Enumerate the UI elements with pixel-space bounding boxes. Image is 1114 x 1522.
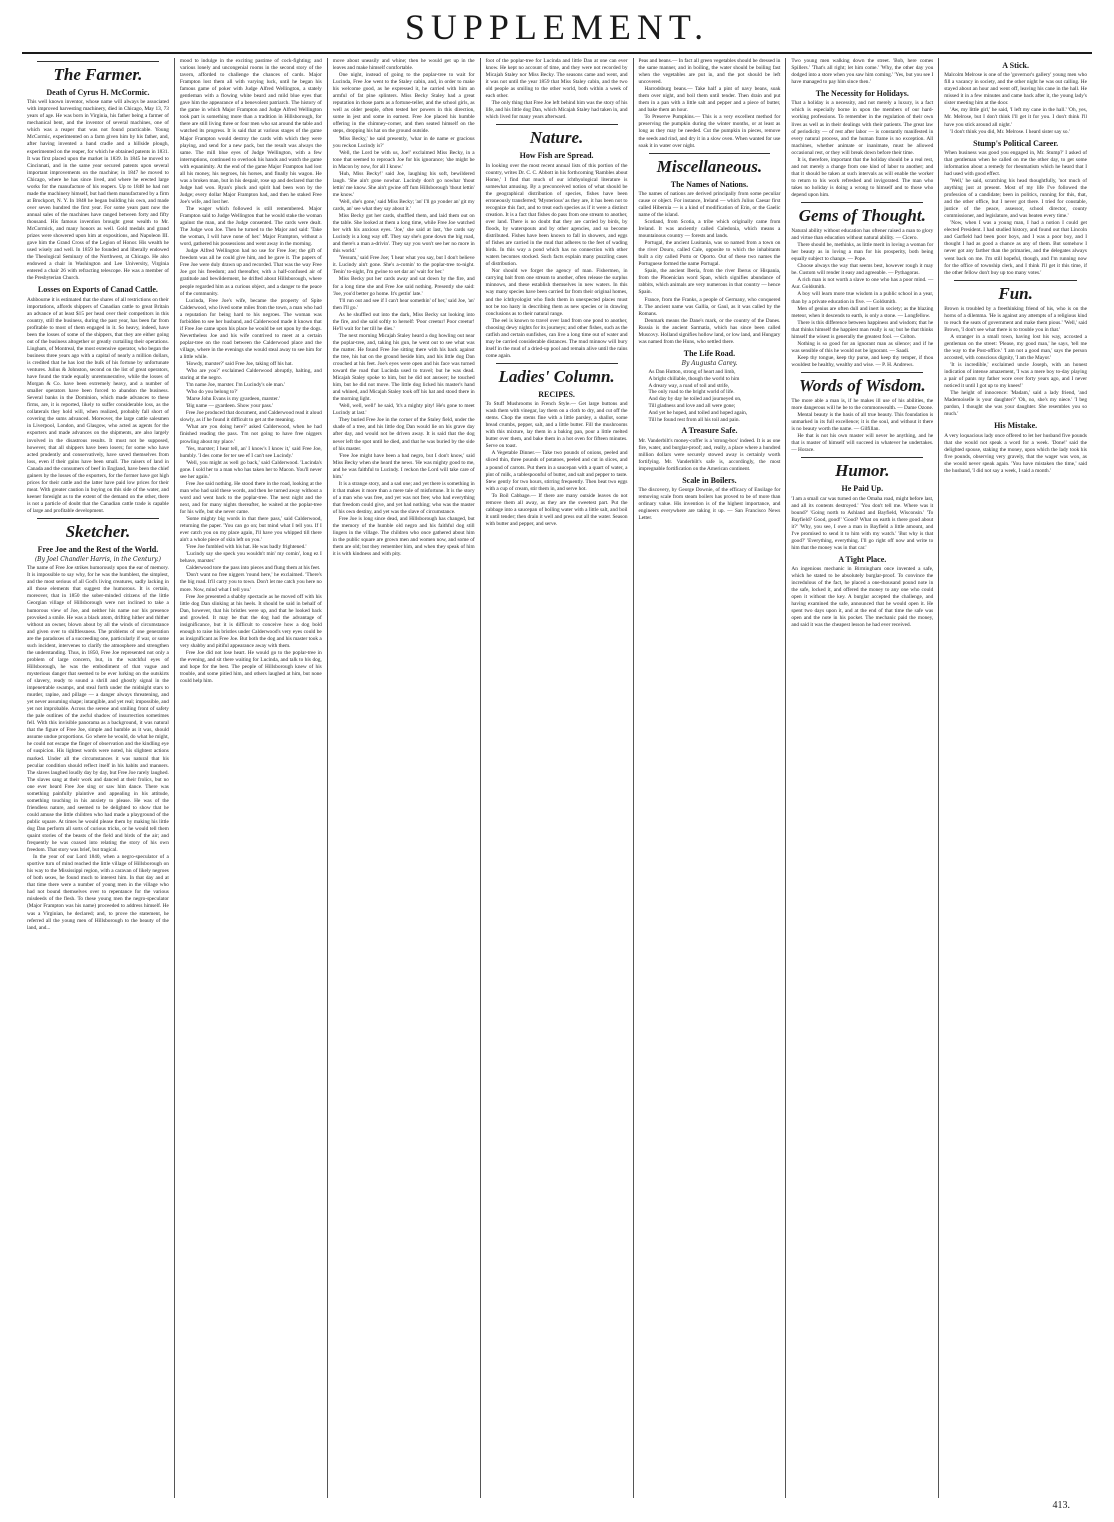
article-paragraph: As he shuffled out into the dark, Miss Becky sat looking into the fire, and she said softly to herself: 'Poor creetur! Poor creetur! He'll wait for her till he dies.' [332, 311, 475, 332]
article-title: A Stick. [1002, 61, 1029, 70]
article-title: How Fish are Spread. [519, 151, 594, 161]
article-byline: (By Joel Chandler Harris, in the Century.) [34, 556, 162, 564]
article-paragraph: The height of innocence: 'Madam,' said a lady friend, 'and Mademoiselle is your daughter?' 'Oh, no, she's my niece.' 'I beg pardon, I thought she was your daughter. She resembles you so much.' [944, 390, 1087, 418]
article-paragraph: Two young men walking down the street. 'Bob, here comes Spillers.' 'That's all right; let him come.' 'Why, the other day you dodged into a store when you saw him coming.' 'Yes, but you see I have managed to pay him since then.' [791, 58, 934, 86]
article-paragraph: The only thing that Free Joe left behind him was the story of his life, and his little dog Dan, which Micajah Staley had taken in, and which lived for many years afterward. [485, 100, 628, 121]
poem-line: Till he found rest from all his toil and pain. [648, 416, 740, 423]
article-paragraph: Mr. Vanderbilt's money-coffer is a 'strong-box' indeed. It is as one fire, water, and burglar-proof; and, really, a place where a hundred million dollars were securely stowed away is certainly worth fortifying. Mr. Vanderbilt's safe is, accordingly, the most impregnable fortification on the American continent. [638, 437, 781, 472]
article-paragraph: The more able a man is, if he makes ill use of his abilities, the more dangerous will he be to the commonwealth. — Dame Ozone. [791, 397, 934, 412]
article-paragraph: A rich man is not worth a slave to one who has a poor mind. — Aur. Goldsmith. [791, 277, 934, 291]
page-number: 413. [1052, 1500, 1070, 1511]
section-heading: Fun. [998, 283, 1033, 303]
article-paragraph: A Vegetable Dinner.— Take two pounds of onions, peeled and sliced thin, three pounds of potatoes, peeled and cut in slices, and a pound of carrots. Put them in a saucepan with a quart of water, a pint of milk, a tablespoonful of butter, and salt and pepper to taste. Stew gently for two hours, stirring frequently. Then beat two eggs with a cup of cream, stir them in, and serve hot. [485, 450, 628, 492]
article-byline: By Augusta Carey. [681, 360, 738, 368]
poem-line: Till gladness and love and all were gone; [648, 403, 736, 409]
article-title: He Paid Up. [841, 484, 884, 494]
article-paragraph: Brown is troubled by a freethinking friend of his, who is on the horns of a dilemma. 'He is against any attempts of a religious kind to reach the seats of government and make them pious.' 'Well,' said Brown, 'I don't see what there is to trouble you in that.' [944, 305, 1087, 333]
section-rule [801, 372, 923, 373]
section-heading: Ladies' Column. [498, 366, 615, 386]
article-paragraph: In looking over the most recent annual lists of this portion of the country, writes Dr. C. C. Abbott in his forthcoming 'Rambles about Home,' I find that much of our ichthyological literature is somewhat amusing. By a preconceived notion of what should be the geographical distribution of species, fishes have been erroneously transferred; 'Mysterious' as they are, it has been not to recognize this fact, and to treat each species as if it were a distinct creation. It is a fact that fishes do pass from one stream to another, over land. There is no doubt that they are carried by birds, by floods, by waterspouts and by other agencies, and so become distributed. Fishes have been known to fall in showers, and eggs of fishes are carried in the mud that adheres to the feet of wading birds. In this way a pond which has no connection with other waters becomes stocked. Such facts explain many puzzling cases of distribution. [485, 162, 628, 268]
masthead-rule [22, 52, 1092, 54]
column-1 [22, 58, 175, 1498]
masthead: SUPPLEMENT. [404, 7, 710, 47]
poem [649, 369, 781, 423]
article-paragraph: 'What are you doing here?' asked Calderwood, when he had finished reading the pass. 'I'm not going to have free niggers prowling about my place.' [179, 424, 322, 445]
article-paragraph: Keep thy tongue, keep thy purse, and keep thy temper, if thou wouldest be healthy, wealthy and wise. — P. H. Andrews. [791, 354, 934, 368]
article-paragraph: Harrodsburg beans.— Take half a pint of navy beans, soak them over night, and boil them until tender. Then drain and put them in a pan with a little salt and pepper and a piece of butter, and bake them an hour. [638, 86, 781, 114]
section-rule [649, 153, 771, 154]
article-paragraph: 'Miss Becky,' he said presently, 'whar in de name er gracious you reckon Lucindy is?' [332, 135, 475, 149]
article-paragraph: This well known inventor, whose name will always be associated with improved harvesting machinery, died in Chicago, May 13, 73 years of age. He was born in Virginia, his father being a farmer of mechanical bent, and the inventor of several machines, one of which was a reaper that was not found practicable. Young McCormic, experimented on a farm given him by his father, and, after having invented a hand cradle and a hillside plough, experimented on the reaper, for which he obtained patents in 1831. It was first placed upon the market in 1839. In 1845 he moved to Cincinnati, and in the same year secured patents upon several important improvements on the machine; in 1847 he moved to Chicago, where he has since lived, and where he erected large works for the manufacture of his reapers. Up to 1848 he had not made the machinery himself, but had them manufactured by a firm at Brockport, N. Y. In 1848 he began building his own, and made over seven hundred the first year. For some years past now the annual sales of the machines have ranged between forty and fifty thousand. His famous invention brought great wealth to Mr. McCormick, and many honors as well. Gold medals and grand prizes were showered upon him at expositions, and Napoleon III. gave him the Grand Cross of the Legion of Honor. His wealth he used wisely and well. In 1859 he founded and liberally endowed the Theological Seminary of the Northwest, at Chicago. He also endowed a chair in Washington and Lee University, Virginia entered a chair 26 with refracting telescope. He was a member of the Presbyterian Church. [27, 99, 169, 282]
article-paragraph: Nothing is so good for an ignorant man as silence; and if he was sensible of this he would not be ignorant. — Saadi. [791, 340, 934, 354]
section-rule [37, 61, 159, 62]
article-paragraph: There is this difference between happiness and wisdom; that he that thinks himself the happiest man really is so; but he that thinks himself the wisest is generally the greatest fool. — Colton. [791, 319, 934, 340]
article-paragraph: When business was good you engaged in, Mr. Stump?' I asked of that gentleman when he called on me the other day, to get some information about a remedy for rheumatism which he heard that I had used with good effect. [944, 149, 1087, 177]
article-paragraph: The names of nations are derived principally from some peculiar cause or object. For instance, Ireland — which Julius Caesar first called Hibernia — is a kind of modification of Erin, or the Gaelic name of the island. [638, 190, 781, 218]
article-title: His Mistake. [994, 421, 1038, 431]
article-paragraph: 'Huh, Miss Becky!' said Joe, laughing his soft, bewildered laugh. 'She ain't gone nowhar. Lucindy don't go nowhar 'thout lettin' me know. She ain't gwine off fum Hillsborough 'thout lettin' me know.' [332, 170, 475, 198]
section-rule [37, 518, 159, 519]
article-paragraph: Scotland, from Scotia, a tribe which originally came from Ireland. It was anciently called Caledonia, which means a mountainous country — forests and lands. [638, 218, 781, 240]
column-6 [786, 58, 939, 1498]
article-paragraph: The eel is known to travel over land from one pond to another, choosing dewy nights for its journeys; and other fishes, such as the catfish and certain sunfishes, can live a long time out of water and may be carried considerable distances. The mud minnow will bury itself in the mud of a dried-up pool and remain alive until the rains come again. [485, 317, 628, 359]
article-paragraph: They buried Free Joe in the corner of the Staley field, under the shade of a tree, and his little dog Dan would lie on his grave day after day, and would not be driven away. It is said that the dog never left the spot until he died, and that he was buried by the side of his master. [332, 417, 475, 452]
article-paragraph: A stranger in a small town, having lost his way, accosted a gentleman on the street: 'Please, my good man,' he says, 'tell me the way to the Post-office.' 'I am not a good man,' says the person accosted, with conscious dignity, 'I am the Mayor.' [944, 333, 1087, 361]
article-paragraph: To Preserve Pumpkins.— This is a very excellent method for preserving the pumpkin during the winter months, or at least as long as they may be needed. Cut the pumpkin in pieces, remove the seeds and rind, and dry it in a slow oven. When wanted for use soak it in water over night. [638, 114, 781, 149]
article-title: The Necessity for Holidays. [815, 89, 909, 99]
article-paragraph: 'Who do you belong to?' [185, 389, 238, 396]
article-paragraph: 'Free Joe fumbled with his hat. He was badly frightened.' [185, 544, 307, 551]
article-title: The Life Road. [683, 348, 736, 358]
article-paragraph: 'I'm name Joe, marster. I'm Lucindy's ole man.' [185, 382, 286, 389]
section-heading: The Farmer. [53, 65, 143, 84]
article-paragraph: 'Don't want no free niggers 'round here,' he exclaimed. 'There's the big road. It'll carry you to town. Don't let me catch you here no more. Now, mind what I tell you.' [179, 572, 322, 593]
section-rule [954, 280, 1077, 281]
article-paragraph: 'Yes, marster; I hear tell, an' I know's I know it,' said Free Joe, humbly. 'I des come fer ter see ef I can't see Lucindy.' [179, 445, 322, 459]
article-paragraph: Free Joe did not lose heart. He would go to the poplar-tree in the evening, and sit there waiting for Lucinda, and talk to his dog, and hope for the best. The people of Hillsborough knew of his trouble, and some pitied him, and others laughed at him, but none could help him. [179, 649, 322, 685]
article-paragraph: Denmark means the Dane's mark, or the country of the Danes. Russia is the ancient Sarmatia, which has since been called Muscovy. Holland signifies hollow land, or low land, and Hungary was named from the Huns, who settled there. [638, 317, 781, 345]
article-paragraph: 'Well, well, well!' he said, 'it's a mighty pity! He's gone to meet Lucindy at last.' [332, 403, 475, 417]
article-paragraph: The next morning Micajah Staley heard a dog howling out near the poplar-tree, and, taking his gun, he went out to see what was the matter. He found Free Joe sitting there with his back against the tree, his hat on the ground beside him, and his little dog Dan crouched at his feet. Joe's eyes were open and his face was turned toward the road that Lucinda used to travel; but he was dead. Micajah Staley spoke to him, but he did not answer; he touched him, but he did not move. The little dog licked his master's hand and whined, and Micajah Staley took off his hat and stood there in the morning light. [332, 332, 475, 403]
column-5 [634, 58, 787, 1498]
article-title: RECIPES. [538, 389, 575, 399]
article-paragraph: A very loquacious lady once offered to let her husband five pounds that she would not speak a word for a week. 'Done!' said the delighted spouse, staking the money, upon which the lady took his five pounds, observing very gravely, that the wager was won, as she would never speak again. 'You have mistaken the time,' said the husband, 'I did not say a week, I said a month.' [944, 432, 1087, 474]
section-rule [801, 202, 923, 203]
article-paragraph: That a holiday is a necessity, and not merely a luxury, is a fact which is especially borne in upon the members of our hard-working professions. To remember in the regulation of their own lives as well as in their dealings with their patients. The great law of periodicity — of rest after labor — is constantly manifested in every natural process, and the human frame is no exception. All machines, whether animate or inanimate, must be allowed occasional rest, or they will break down before their time. [791, 100, 934, 156]
article-paragraph: An ingenious mechanic in Birmingham once invented a safe, which he stated to be absolutely burglar-proof. To convince the incredulous of the fact, he placed a one-thousand pound note in the safe, locked it, and offered the money to any one who could open it without the key. A burglar accepted the challenge, and having examined the safe, announced that he would open it. He spent two days upon it, and at the end of that time the safe was open and the note in his pocket. The mechanic paid the money, and said it was the cheapest lesson he had ever received. [791, 566, 934, 629]
article-paragraph: To Boil Cabbage.— If there are many outside leaves do not remove them all away, as they are the sweetest part. Put the cabbage into a saucepan of boiling water with a little salt, and boil it until tender; then drain it well and press out all the water. Season with butter and pepper, and serve. [485, 492, 628, 527]
poem-line: The only road to the bright world of life. [648, 389, 735, 396]
article-paragraph: Judge Alfred Wellington had no use for Free Joe; the gift of freedom was all he could give him, and he gave it. The papers of Free Joe were duly drawn up and recorded. That was the way Free Joe got his freedom; and thereafter, with a half-confused air of gratitude and bewilderment, he drifted about Hillsborough, where people regarded him as a curious object, and a danger to the peace of the community. [179, 248, 322, 297]
article-paragraph: To Stuff Mushrooms in French Style.— Get large buttons and wash them with vinegar, lay them on a cloth to dry, and cut off the stems. Chop the stems fine with a little parsley, a shallot, some bread crumbs, pepper, salt, and a little butter. Fill the mushrooms with this mixture, lay them in a baking pan, pour a little melted butter over them, and bake them in a hot oven for fifteen minutes. Serve on toast. [485, 401, 628, 450]
article-paragraph: Ashbourne it is estimated that the shares of all restrictions on their importations, affords shippers of Canadian cattle to great Britain an advance of at least $15 per head over their competitors in this country, still the business, during the past year, has been far from profitable to most of them engaged in it. So heavy, indeed, have been the losses of some of the shippers, that they are either going out of the business altogether or greatly curtailing their operations. Lingham, of Montreal, the most extensive operator, who began the business three years ago with a capital of nearly a million dollars, is credited that he has lost the bulk of his fortune by unfortunate ventures. Julius & Johnston, second on the list of great operators, have found the trade equally unremunerative, while the losses of Morgan & Co. have been extremely heavy, and a number of smaller operators have been forced to abandon the business. Several banks in the Dominion, which made advances to these firms, are, it is reported, likely to suffer considerable loss, as the collaterals they hold will, when realized, probably fall short of covering the sums advanced. Moreover, the large cattle salesmen in Liverpool, London, and Glasgow, who acted as agents for the exporters and made advances on the shipments, are also largely involved in the disastrous results. It must not be supposed, however, that all shippers have been losers; for some who have acted prudently and conservatively, have saved themselves from loss, even if their gains have been small. The raisers of land in Canada and the consumers of beef in England, have been the chief gainers by the losses of the exporters, for the former have got high prices for their cattle and the latter have paid low prices for their meat. With greater caution in buying on this side of the water, and keener foresight as to the extent of the demand on the other, there is not a particle of doubt that the Canadian cattle trade is capable of large and profitable development. [27, 296, 169, 514]
article-title: Free Joe and the Rest of the World. [37, 545, 159, 555]
poem-line: A bright chillable, though the world to him [648, 375, 740, 382]
article-paragraph: Miss Becky put her cards away and sat down by the fire, and for a long time she and Free Joe said nothing. Presently she said: 'Joe, you'd better go home. It's gettin' late.' [332, 276, 475, 297]
article-paragraph: Peas and beans.— In fact all green vegetables should be dressed in the same manner, and in boiling, the water should be boiling fast when the vegetables are put in, and the pot should be left uncovered. [638, 58, 781, 86]
article-paragraph: 'Aw, my little girl,' he said, 'I left my cane in the hall.' 'Oh, yes, Mr. Melrose, but I don't think I'll get it for you. I don't think I'll have you stick around all night.' [944, 107, 1087, 128]
article-paragraph: France, from the Franks, a people of Germany, who conquered it. The ancient name was Gallia, or Gaul, as it was called by the Romans. [638, 296, 781, 317]
poem-line: And day by day he toiled and journeyed on, [648, 396, 742, 403]
column-4 [481, 58, 634, 1498]
article-paragraph: 'Who are you?' exclaimed Calderwood abruptly, halting, and staring at the negro. [179, 368, 322, 382]
article-paragraph: 'Well,' he said, scratching his head thoughtfully, 'not much of anything just at present. Most of my life I've followed the profession of a candidate; been in politics, running for this, that, and the other office, but I never got there. I tried for constable, justice of the peace, assessor, school director, county commissioner, and legislature, and was beaten every time.' [944, 177, 1087, 220]
article-paragraph: Lucinda, Free Joe's wife, became the property of Spite Calderwood, who lived some miles from the town, a man who had a reputation for being hard to his negroes. The woman was forbidden to see her husband, and Calderwood made it known that if Free Joe came upon his place he would be set upon by the dogs. Nevertheless Joe and his wife contrived to meet at a certain poplar-tree on the road between the Calderwood place and the village, where in the evenings she would steal away to see him for a little while. [179, 297, 322, 360]
article-title: The Names of Nations. [670, 179, 749, 189]
article-paragraph: Choose always the way that seems best, however rough it may be. Custom will render it easy and agreeable. — Pythagoras. [791, 263, 934, 277]
article-paragraph: Calderwood tore the pass into pieces and flung them at his feet. [185, 565, 321, 572]
article-paragraph: 'I am a small car was turned on the Omaha road, might before last, and all its contents destroyed.' 'You don't tell me. Where was it bound?' 'Going north to Ashland and Bayfield, Wisconsin.' 'To Bayfield? Good, good!' 'Good? What on earth is there good about it?' 'Why, you see, I owe a man in Bayfield a little amount, and I've promised to send it to him with my watch.' 'But why is that good?' 'Everything, everything. I'll go right off now and write to him that the money was in that car.' [791, 495, 934, 551]
article-paragraph: 'Now, when I was a young man, I had a notion I could get elected President. I had studied history, and found out that Lincoln and Garfield had been poor boys, and I was a poor boy, and I thought I had as good a chance as any of them. But somehow I never got any farther than the primaries, and the delegates always went back on me. I'm still hopeful, though, and I'm running now for the office of township clerk, and I think I'll get it this time, if the other fellow don't buy up too many votes.' [944, 220, 1087, 276]
article-paragraph: Spain, the ancient Iberia, from the river Iberus or Hispania, from the Phoenician word Span, which signifies abundance of rabbits, which animals are very numerous in that country — hence Spain. [638, 268, 781, 296]
article-paragraph: 'Well, you might as well go back,' said Calderwood. 'Lucinda's gone. I sold her to a man who has taken her to Macon. You'll never see her again.' [179, 459, 322, 480]
article-paragraph: It is a strange story, and a sad one; and yet there is something in it that makes it more than a mere tale of misfortune. It is the story of a man who was free, and yet was not free; who had everything that freedom could give, and yet had nothing; who was the master of his own destiny, and yet was the slave of circumstance. [332, 480, 475, 515]
article-paragraph: Portugal, the ancient Lusitania, was so named from a town on the river Douro, called Cale, opposite to which the inhabitants built a city called Porto or Oporto. Out of these two names the Portuguese formed the name Portugal. [638, 240, 781, 268]
article-title: Losses on Exports of Canad Cattle. [37, 285, 158, 295]
article-paragraph: One night, instead of going to the poplar-tree to wait for Lucinda, Free Joe went to the Staley cabin, and, in order to make his welcome good, as he expressed it, he carried with him an armful of fat pine splinters. Miss Becky Staley had a great reputation in those parts as a fortune-teller, and the school girls, as well as older people, often tested her powers in this direction, some in jest and some in earnest. Free Joe placed his humble offering in the chimney-corner, and then seated himself on the steps, dropping his hat on the ground outside. [332, 72, 475, 135]
article-paragraph: Free Joe produced that document, and Calderwood read it aloud slowly, as if he found it difficult to get at the meaning. [179, 410, 322, 424]
article-paragraph: 'Lucindy say she speck you wouldn't min' my comin', long ez I behave, marster.' [179, 551, 322, 565]
article-paragraph: Miss Becky got her cards, shuffled them, and laid them out on the table. She looked at them a long time, while Free Joe watched her with his anxious eyes. 'Joe,' she said at last, 'the cards say Lucindy is a long way off. They say she's gone down the big road, and there's a man a-drivin'. They say you won't see her no more in this world.' [332, 213, 475, 255]
article-paragraph: 'Yessum,' said Free Joe; 'I hear what you say, but I don't believe it. Lucindy ain't gone. She's a-comin' to the poplar-tree to-night. Tenin' to-night, I'm gwine to set dar an' wait for her.' [332, 255, 475, 276]
article-paragraph: move about uneasily and whine; then he would get up in the leaves and make himself comfortable. [332, 58, 475, 72]
article-paragraph: mood to indulge in the exciting pastime of cock-fighting; and various lonely and uncongenial rooms in the second story of the tavern, afforded to challenge the chances of cards. Major Frampton lost them all with varying luck, until he began his famous game of poker with Judge Alfred Wellington, a stately gentleman with a flowing white beard and mild blue eyes that gave him the appearance of a benevolent patriarch. The history of the game in which Major Frampton and Judge Alfred Wellington took part is something more than a tradition in Hillsborough, for there are still living three or four men who sat around the table and watched its progress. It is said that at various stages of the game Major Frampton would destroy the cards with which they were playing, and send for a new pack, but the result was always the same. The mill blue eyes of Judge Wellington, with a few interruptions, continued to overlook his hands and watch the game with equanimity. At the end of the game Major Frampton had lost all his money, his negroes, his horses, and finally his wagon. He was a broken man, but in his despair, rose up and declared that the Judge had won. Ryan's pluck and spirit had been won by the Judge; every dollar Major Frampton had, and then he staked Free Joe's wife, and lost her. [179, 58, 322, 205]
article-paragraph: Mental beauty is the basis of all true beauty. This foundation is unmarked in its full excellence; it is the soul, and without it there is no beauty worth the name. — Gilfillan. [791, 412, 934, 433]
article-paragraph: 'I don't think you did, Mr. Melrose. I heard sister say so.' [950, 128, 1070, 135]
article-title: A Tight Place. [838, 554, 887, 564]
poem-line: As Dan Hutton, strong of heart and limb, [648, 369, 736, 376]
article-paragraph: There should be, methinks, as little merit in loving a woman for her beauty as in loving a man for his prosperity, both being equally subject to change. — Pope. [791, 242, 934, 263]
article-paragraph: 'Free Joe might have been a bad negro, but I don't know,' said Miss Becky when she heard the news. 'He was mighty good to me, and he was faithful to Lucindy. I reckon the Lord will take care of him.' [332, 452, 475, 480]
article-title: Scale in Boilers. [682, 475, 737, 485]
section-heading: Nature. [529, 128, 584, 148]
column-7 [939, 58, 1092, 1498]
column-3 [328, 58, 481, 1498]
columns-container [22, 58, 1092, 1498]
article-paragraph: Nor should we forget the agency of man. Fishermen, in carrying bait from one stream to another, often release the surplus minnows, and these establish themselves in new waters. In this way many species have been carried far from their original homes, and the ichthyologist who finds them in unexpected places must not be too hasty in describing them as new species or in drawing conclusions as to their natural range. [485, 268, 628, 317]
poem-line: A dreary way, a road of toil and strife, [648, 382, 730, 389]
section-heading: Words of Wisdom. [798, 375, 926, 395]
article-paragraph: 'Marse John Evans is my gyardeen, marster.' [185, 396, 280, 403]
section-heading: Humor. [835, 461, 890, 481]
article-paragraph: In the year of our Lord 1840, when a negro-speculator of a sportive turn of mind reached the little village of Hillsborough on his way to the Mississippi region, with a caravan of likely negroes of both sexes, he found much to interest him. In that day and at that time there were a number of young men in the village who had not bound themselves over to repentance for the various misdeeds of the flesh. To these young men the negro-speculator (Major Frampton was his name) proceeded to address himself. He was a Virginian, he declared; and, to prove the statement, he referred all the young men of Hillsborough to the beauty of the land, and... [27, 854, 169, 931]
article-paragraph: The name of Free Joe strikes humorously upon the ear of memory. It is impossible to say why, for he was the humblest, the simplest, and the most serious of all God's living creatures, sadly lacking in all those elements that suggest the humorous. It is certain, moreover, that in 1850 the sober-minded citizens of the little Georgian village of Hillsborough were not inclined to take a humorous view of Joe, and neither his name nor his presence provoked a smile. He was a black atom, drifting hither and thither without an owner, blown about by all the winds of circumstance and given over to shiftlessness. The problems of one generation are the paradoxes of a succeeding one, particularly if war, or some such incident, intervenes to clarify the atmosphere and strengthen the understanding. Thus, in 1850, Free Joe represented not only a problem of large concern, but, in the watchful eyes of Hillsborough, he was the embodiment of that vague and mysterious danger that seemed to be ever lurking on the outskirts of slavery, ready to sound a shrill and ghostly signal in the impenetrable swamps, and steal forth under the midnight stars to murder, rapine, and pillage — a danger always threatening, and yet never assuming shape; intangible, and yet real; impossible, and yet not improbable. Across the serene and smiling front of safety the pale outlines of the awful shadow of insurrection sometimes fell. With this invisible panorama as a background, it was natural that the figure of Free Joe, simple and humble as it was, should assume undue proportions. Go where he would, do what he might, he could not escape the finger of observation and the kindling eye of suspicion. His lightest words were noted, his slightest actions marked. Under all the circumstances it was natural that his peculiar condition should reflect itself in his habits and manners. The slaves laughed loudly day by day, but Free Joe rarely laughed. The slaves sang at their work and danced at their frolics, but no one ever heard Free Joe sing or saw him dance. There was something painfully plaintive and appealing in his attitude, something touching in his anxiety to please. He was of the friendless nature, and seemed to be delighted to show that he could amuse the little children who had made a playground of the public square. At times he would please them by making his little dog Dan perform all sorts of curious tricks, or he would tell them quaint stories of the beasts of the field and birds of the air; and frequently he was coaxed into relating the story of his own freedom. That story was brief, but tragical. [27, 565, 169, 854]
article-paragraph: 'I'll run out and see if I can't hear somethin' of her,' said Joe, 'an' then I'll go.' [332, 297, 475, 311]
section-rule [496, 363, 618, 364]
section-heading: Gems of Thought. [798, 206, 926, 226]
article-title: A Treasure Safe. [681, 426, 738, 436]
article-paragraph: It is, therefore, important that the holiday should be a real rest, and not merely a change from one kind of labor to another; and that it should be taken at such intervals as will enable the worker to return to his work refreshed and invigorated. The man who takes no holiday is doing a wrong to himself and to those who depend upon him. [791, 156, 934, 198]
article-paragraph: Free Joe said nothing. He stood there in the road, looking at the man who had said these words, and then he turned away without a word and went back to the poplar-tree. The next night and the next, and for many nights thereafter, he waited at the poplar-tree for his wife, but she never came. [179, 480, 322, 515]
article-title: Death of Cyrus H. McCormic. [46, 88, 150, 97]
article-paragraph: The wager which followed is still remembered. Major Frampton said to Judge Wellington that he would stake the woman against the man, and the Judge consented. The cards were dealt. The Judge won Joe. Then he turned to the Major and said: 'Take the woman, I will have none of her.' Major Frampton, without a word, gathered his possessions and went away in the morning. [179, 205, 322, 248]
section-rule [496, 124, 618, 125]
section-heading: Sketcher. [65, 522, 131, 542]
poem-line: And yet he hoped, and toiled and hoped again, [648, 409, 748, 416]
article-paragraph: Natural ability without education has oftener raised a man to glory and virtue than education without natural ability. — Cicero. [791, 228, 934, 242]
article-paragraph: The discovery, by George Downie, of the efficacy of Ensilage for removing scale from steam boilers has proved to be of more than ordinary value. His invention is of the highest importance, and engineers everywhere are taking it up. — San Francisco News Letter. [638, 487, 781, 522]
section-heading: Miscellaneous. [656, 156, 763, 176]
article-paragraph: Malcolm Melrose is one of the 'governor's gallery' young men who fill a vacancy in society, and the other night he was out calling. He stayed about an hour and went off, leaving his cane in the hall. He missed it in a few minutes and came back after it, the young lady's sister meeting him at the door. [944, 72, 1087, 107]
section-rule [801, 457, 923, 458]
article-title: Stump's Political Career. [973, 138, 1059, 148]
article-paragraph: Free Joe is long since dead, and Hillsborough has changed, but the memory of the humble old negro and his faithful dog still lingers in the village. The children who once gathered about him in the public square are grown men and women now, and some of them are old; but they remember him, and when they speak of him it is with kindness and with pity. [332, 516, 475, 558]
article-paragraph: 'Well, she's gone,' said Miss Becky; 'an' I'll go yonder an' git my cards, an' see what they say about it.' [332, 198, 475, 212]
article-paragraph: A boy will learn more true wisdom in a public school in a year, than by a private education in five. — Goldsmith. [791, 291, 934, 305]
article-paragraph: 'Well, the Lord be with us, Joe!' exclaimed Miss Becky, in a tone that seemed to reproach Joe for his ignorance; 'she might be in Macon by now, for all I know.' [332, 149, 475, 170]
article-paragraph: Free Joe presented a shabby spectacle as he moved off with his little dog Dan slinking at his heels. It should be said in behalf of Dan, however, that his bristles were up, and that he looked back and growled. It may be that the dog had the advantage of insignificance, but it is difficult to conceive how a dog bold enough to raise his bristles under Calderwood's very eyes could be as insignificant as Free Joe. But both the dog and his master took a very shabby and pitiful appearance away with them. [179, 593, 322, 649]
article-paragraph: He that is not his own master will never be anything, and he that is master of himself will succeed in whatever he undertakes. — Horace. [791, 433, 934, 454]
article-paragraph: 'Big name — gyardeen. Show your pass.' [185, 403, 274, 410]
article-paragraph: Men of genius are often dull and inert in society; as the blazing meteor, when it descends to earth, is only a stone. — Longfellow. [791, 305, 934, 319]
article-paragraph: 'Howdy, marster?' said Free Joe, taking off his hat. [185, 361, 293, 368]
article-paragraph: 'Some mighty big words in that there pass,' said Calderwood, returning the paper. 'You can go on; but mind what I tell you. If I ever catch you on my place again, I'll have you whipped till there ain't a whole piece of skin left on you.' [179, 516, 322, 544]
column-2 [175, 58, 328, 1498]
article-paragraph: foot of the poplar-tree for Lucinda and little Dan at one can ever know. He kept no account of time, and they were not recorded by Micajah Staley nor Miss Becky. The seasons came and went, and it was not until the year 1859 that Miss Staley cabin, and the two old people as smiling to the other world, both within a week of each other. [485, 58, 628, 100]
article-paragraph: 'It is incredible,' exclaimed uncle Joseph, with an honest indication of intense amazement, 'I was a mere boy to-day playing a pair of pants my father wore over forty years ago, and I never noticed it until I got up to my knees!' [944, 362, 1087, 390]
